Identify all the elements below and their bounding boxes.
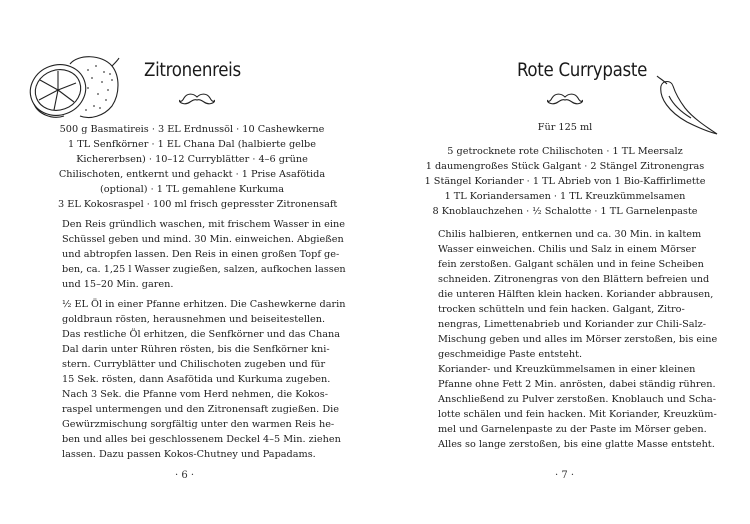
ingredient-line: 1 TL Senfkörner · 1 EL Chana Dal (halbierte gelbe [68, 139, 316, 150]
ingredient-line: 1 daumengroßes Stück Galgant · 2 Stängel Zitronengras [425, 161, 705, 172]
ingredient-line: 3 EL Kokosraspel · 100 ml frisch gepresster Zitronensaft [58, 199, 338, 210]
ingredient-line: 500 g Basmatireis · 3 EL Erdnussöl · 10 Cashewkerne [59, 124, 325, 135]
right-page [375, 0, 750, 524]
instructions-paragraph: ½ EL Öl in einer Pfanne erhitzen. Die Cashewkerne darin goldbraun rösten, herausnehmen und beiseitestellen. Das restliche Öl erhitzen, die Senfkörner und das Chana Dal darin unter Rühren rösten, bis die Senfkörner kni- stern. Curryblätter und Chilischoten zugeben und für 15 Sek. rösten, dann Asafötida und Kurkuma zugeben. Nach 3 Sek. die Pfanne vom Herd nehmen, die Kokos- raspel untermengen und den Zitronensaft zugießen. Die Gewürzmischung sorgfältig unter den warmen Reis he- ben und alles bei geschlossenem Deckel 4–5 Min. ziehen lassen. Dazu passen Kokos-Chutney und Papadams. [62, 299, 346, 460]
ingredient-line: Kichererbsen) · 10–12 Curryblätter · 4–6 grüne [76, 154, 308, 165]
yield: Für 125 ml [537, 122, 593, 133]
mustache-icon [547, 92, 583, 106]
instructions-paragraph: Koriander- und Kreuzkümmelsamen in einer kleinen Pfanne ohne Fett 2 Min. anrösten, dabei ständig rühren. Anschließend zu Pulver zerstoßen. Knoblauch und Scha- lotte schälen und fein hacken. Mit Koriander, Kreuzküm- mel und Garnelenpaste zu der Paste im Mörser geben. Alles so lange zerstoßen, bis eine glatte Masse entsteht. [438, 364, 717, 450]
ingredient-line: 8 Knoblauchzehen · ½ Schalotte · 1 TL Garnelenpaste [432, 206, 698, 217]
lemon-halves-icon [18, 50, 122, 126]
mustache-icon [179, 92, 215, 106]
recipe-title: Zitronenreis [144, 60, 241, 81]
ingredient-line: 1 Stängel Koriander · 1 TL Abrieb von 1 Bio-Kaffirlimette [424, 176, 706, 187]
page-number: · 7 · [555, 470, 575, 481]
ingredient-line: (optional) · 1 TL gemahlene Kurkuma [100, 184, 284, 195]
instructions-paragraph: Den Reis gründlich waschen, mit frischem Wasser in eine Schüssel geben und mind. 30 Min. einweichen. Abgießen und abtropfen lassen. Den Reis in einen großen Topf ge- ben, ca. 1,25 l Wasser zugießen, salzen, aufkochen lassen und 15–20 Min. garen. [62, 219, 346, 290]
recipe-title: Rote Currypaste [517, 60, 648, 81]
ingredient-line: Chilischoten, entkernt und gehackt · 1 Prise Asafötida [58, 169, 326, 180]
page-number: · 6 · [175, 470, 195, 481]
instructions-paragraph: Chilis halbieren, entkernen und ca. 30 Min. in kaltem Wasser einweichen. Chilis und Salz in einem Mörser fein zerstoßen. Galgant schälen und in feine Scheiben schneiden. Zitronengras von den Blättern befreien und die unteren Hälften klein hacken. Koriander abbrausen, trocken schütteln und fein hacken. Galgant, Zitro- nengras, Limettenabrieb und Koriander zur Chili-Salz- Mischung geben und alles im Mörser zerstoßen, bis eine geschmeidige Paste entsteht. [438, 229, 718, 360]
ingredient-list [58, 122, 338, 212]
ingredient-line: 1 TL Koriandersamen · 1 TL Kreuzkümmelsamen [444, 191, 686, 202]
ingredient-line: 5 getrocknete rote Chilischoten · 1 TL Meersalz [447, 146, 683, 157]
ingredient-list [419, 144, 711, 219]
